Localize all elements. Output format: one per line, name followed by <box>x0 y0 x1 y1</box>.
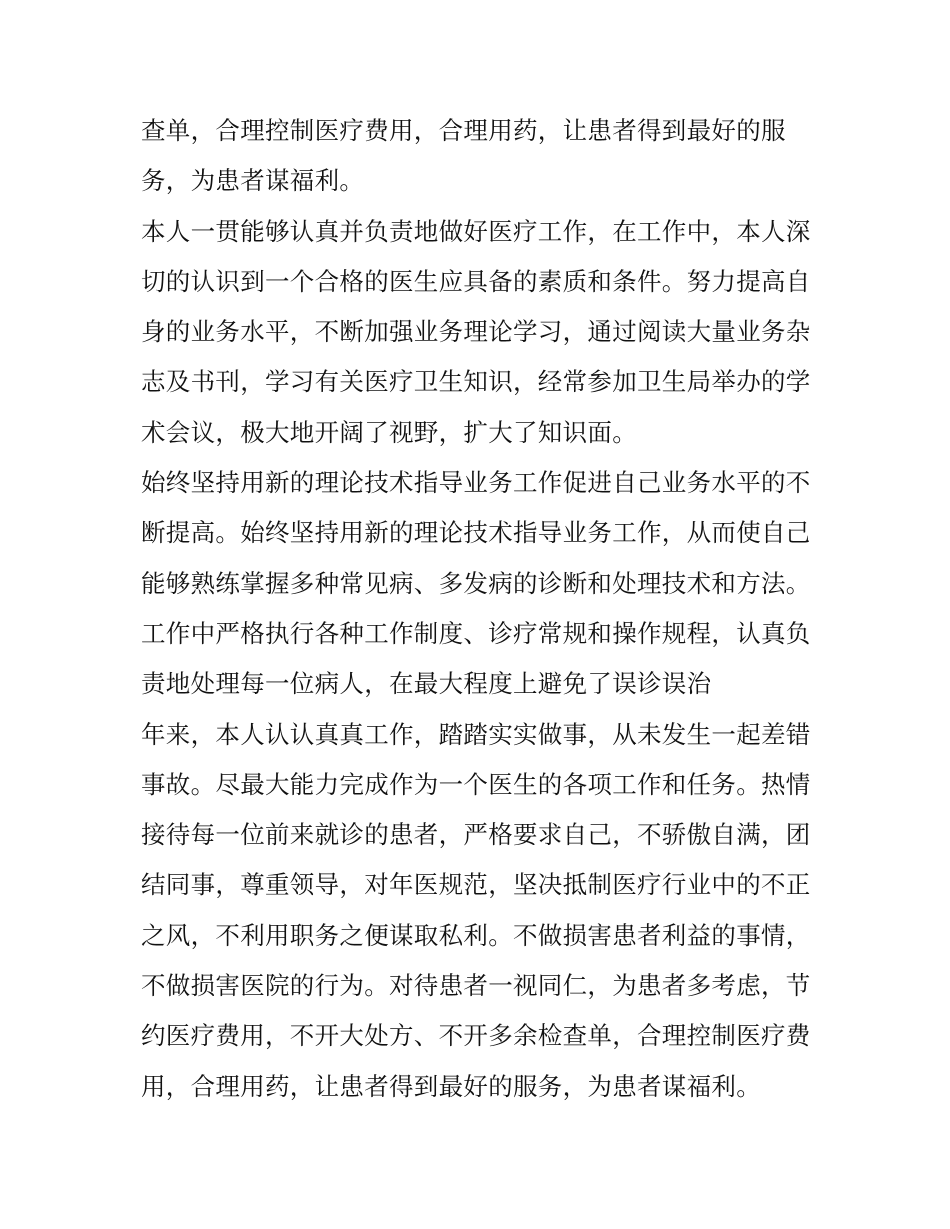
text-line: 本人一贯能够认真并负责地做好医疗工作，在工作中，本人深 <box>141 216 811 246</box>
text-line: 切的认识到一个合格的医生应具备的素质和条件。努力提高自 <box>141 266 811 296</box>
text-line: 断提高。始终坚持用新的理论技术指导业务工作，从而使自己 <box>141 518 811 548</box>
text-line: 工作中严格执行各种工作制度、诊疗常规和操作规程，认真负 <box>141 618 811 648</box>
text-line: 身的业务水平，不断加强业务理论学习，通过阅读大量业务杂 <box>141 317 811 347</box>
text-line: 能够熟练掌握多种常见病、多发病的诊断和处理技术和方法。 <box>141 568 811 598</box>
text-line: 约医疗费用，不开大处方、不开多余检查单，合理控制医疗费 <box>141 1021 811 1051</box>
text-line: 用，合理用药，让患者得到最好的服务，为患者谋福利。 <box>141 1071 761 1101</box>
text-line: 结同事，尊重领导，对年医规范，坚决抵制医疗行业中的不正 <box>141 870 811 900</box>
text-line: 年来，本人认认真真工作，踏踏实实做事，从未发生一起差错 <box>141 719 811 749</box>
text-line: 不做损害医院的行为。对待患者一视同仁，为患者多考虑，节 <box>141 971 811 1001</box>
text-line: 务，为患者谋福利。 <box>141 166 365 196</box>
text-line: 事故。尽最大能力完成作为一个医生的各项工作和任务。热情 <box>141 769 811 799</box>
text-line: 之风，不利用职务之便谋取私利。不做损害患者利益的事情， <box>141 920 811 950</box>
text-line: 始终坚持用新的理论技术指导业务工作促进自己业务水平的不 <box>141 468 811 498</box>
text-line: 查单，合理控制医疗费用，合理用药，让患者得到最好的服 <box>141 116 786 145</box>
text-line: 责地处理每一位病人，在最大程度上避免了误诊误治 <box>141 669 712 699</box>
text-line: 志及书刊，学习有关医疗卫生知识，经常参加卫生局举办的学 <box>141 367 811 397</box>
body-text <box>141 106 821 1112</box>
text-line: 接待每一位前来就诊的患者，严格要求自己，不骄傲自满，团 <box>141 820 811 850</box>
text-line: 术会议，极大地开阔了视野，扩大了知识面。 <box>141 417 637 447</box>
